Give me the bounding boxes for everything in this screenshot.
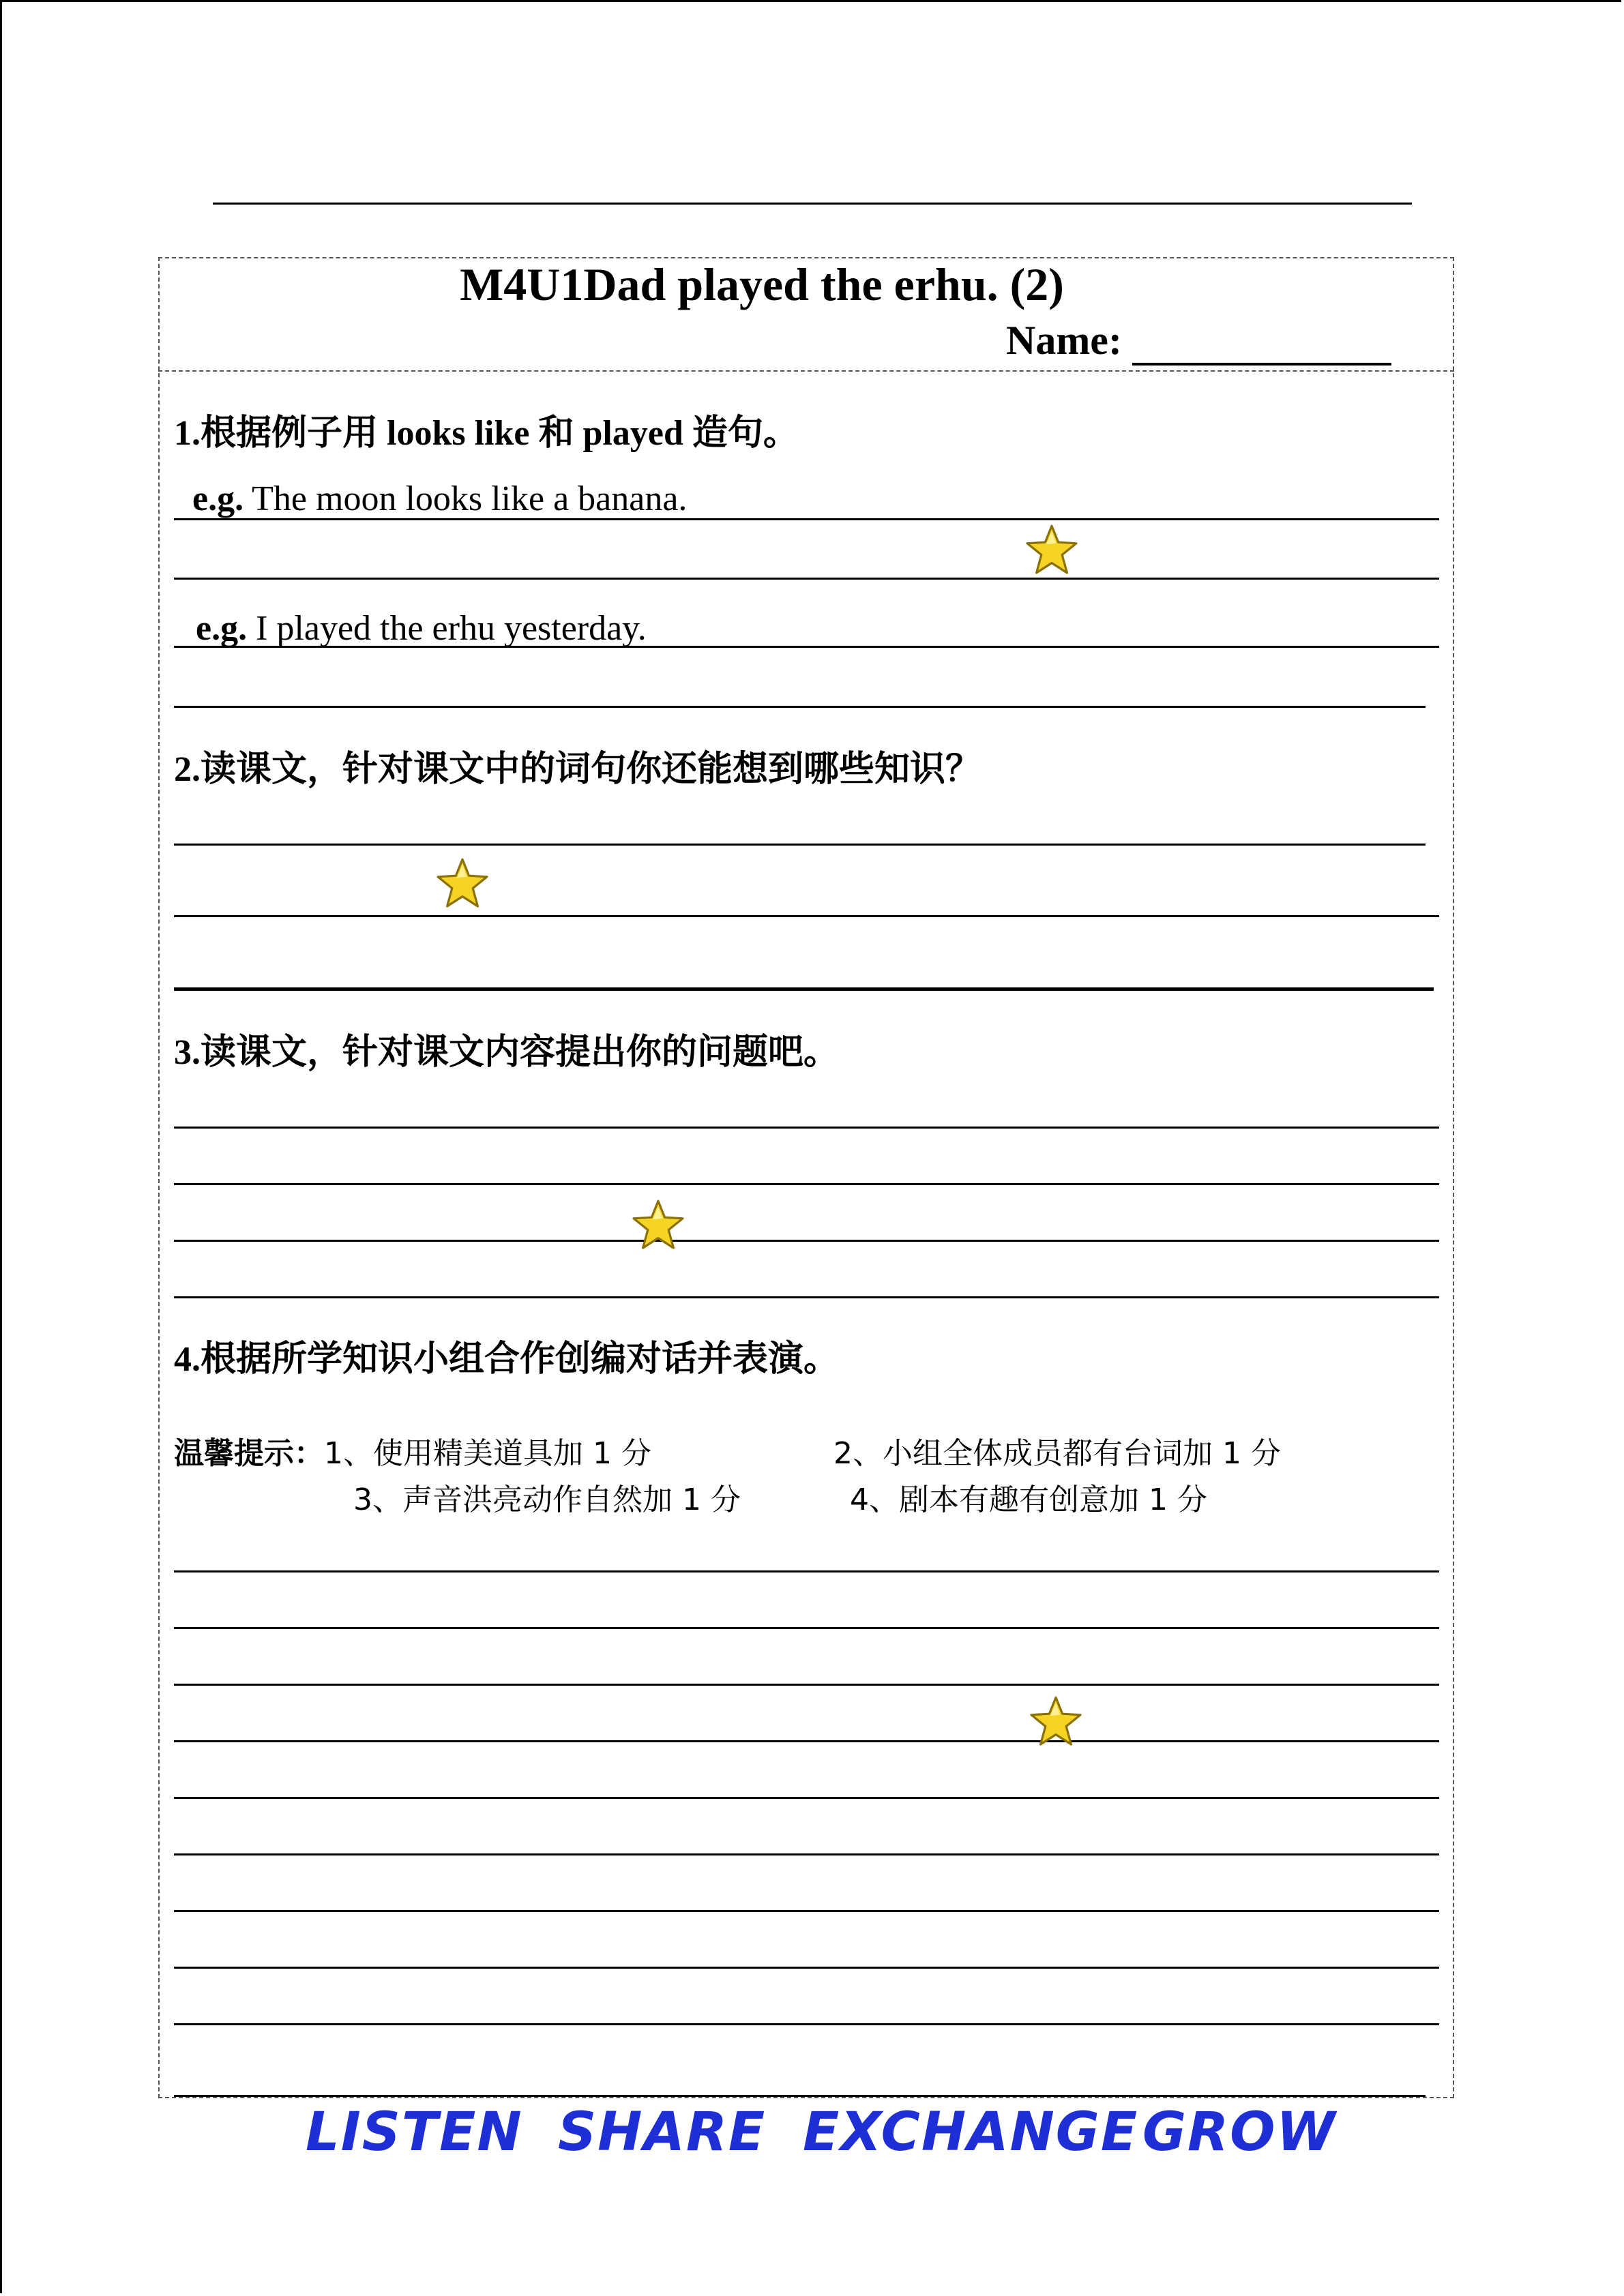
answer-line[interactable] bbox=[174, 844, 1426, 846]
answer-line[interactable] bbox=[174, 2095, 1426, 2097]
tip-4: 4、剧本有趣有创意加 1 分 bbox=[850, 1482, 1207, 1517]
page-title: M4U1Dad played the erhu. (2) bbox=[460, 258, 1064, 310]
section4-heading: 4.根据所学知识小组合作创编对话并表演。 bbox=[174, 1340, 840, 1379]
answer-line[interactable] bbox=[174, 1740, 1439, 1742]
example-1-text: The moon looks like a banana. bbox=[243, 479, 688, 518]
footer-word-grow: GROW bbox=[1142, 2102, 1337, 2163]
example-1-tag: e.g. bbox=[192, 479, 244, 518]
star-icon bbox=[1029, 1695, 1083, 1747]
star-icon bbox=[1024, 524, 1079, 576]
name-blank[interactable] bbox=[1132, 363, 1391, 366]
footer-word-listen: LISTEN bbox=[306, 2102, 523, 2163]
answer-line[interactable] bbox=[174, 1910, 1439, 1912]
example-2-tag: e.g. bbox=[196, 609, 248, 648]
answer-line[interactable] bbox=[174, 987, 1434, 991]
answer-line[interactable] bbox=[174, 1570, 1439, 1572]
footer-word-exchange: EXCHANGE bbox=[803, 2102, 1139, 2163]
tip-1: 1、使用精美道具加 1 分 bbox=[324, 1436, 651, 1471]
answer-line[interactable] bbox=[174, 706, 1426, 708]
tips-row-1 bbox=[174, 1429, 651, 1472]
answer-line[interactable] bbox=[174, 1853, 1439, 1855]
example-2 bbox=[196, 608, 647, 648]
answer-line[interactable] bbox=[174, 1240, 1439, 1242]
answer-line[interactable] bbox=[174, 646, 1439, 648]
footer-word-share: SHARE bbox=[558, 2102, 767, 2163]
answer-line[interactable] bbox=[174, 1127, 1439, 1129]
tips-label: 温馨提示： bbox=[174, 1436, 324, 1471]
answer-line[interactable] bbox=[174, 1183, 1439, 1185]
section3-heading: 3.读课文，针对课文内容提出你的问题吧。 bbox=[174, 1033, 840, 1072]
top-rule bbox=[213, 203, 1412, 205]
example-1 bbox=[192, 479, 687, 519]
answer-line[interactable] bbox=[174, 915, 1439, 917]
answer-line[interactable] bbox=[174, 1797, 1439, 1799]
tip-3: 3、声音洪亮动作自然加 1 分 bbox=[353, 1482, 741, 1517]
star-icon bbox=[435, 857, 490, 909]
answer-line[interactable] bbox=[174, 1627, 1439, 1629]
name-label: Name: bbox=[1006, 318, 1122, 363]
answer-line[interactable] bbox=[174, 518, 1439, 520]
example-2-text: I played the erhu yesterday. bbox=[247, 609, 647, 648]
section2-heading: 2.读课文，针对课文中的词句你还能想到哪些知识？ bbox=[174, 750, 981, 789]
answer-line[interactable] bbox=[174, 578, 1439, 580]
star-icon bbox=[631, 1199, 685, 1251]
section1-heading: 1.根据例子用 looks like 和 played 造句。 bbox=[174, 414, 799, 453]
answer-line[interactable] bbox=[174, 2023, 1439, 2025]
answer-line[interactable] bbox=[174, 1296, 1439, 1298]
header-divider bbox=[158, 370, 1454, 372]
answer-line[interactable] bbox=[174, 1967, 1439, 1969]
tip-2: 2、小组全体成员都有台词加 1 分 bbox=[833, 1436, 1281, 1471]
worksheet-box bbox=[158, 257, 1454, 2098]
answer-line[interactable] bbox=[174, 1684, 1439, 1686]
